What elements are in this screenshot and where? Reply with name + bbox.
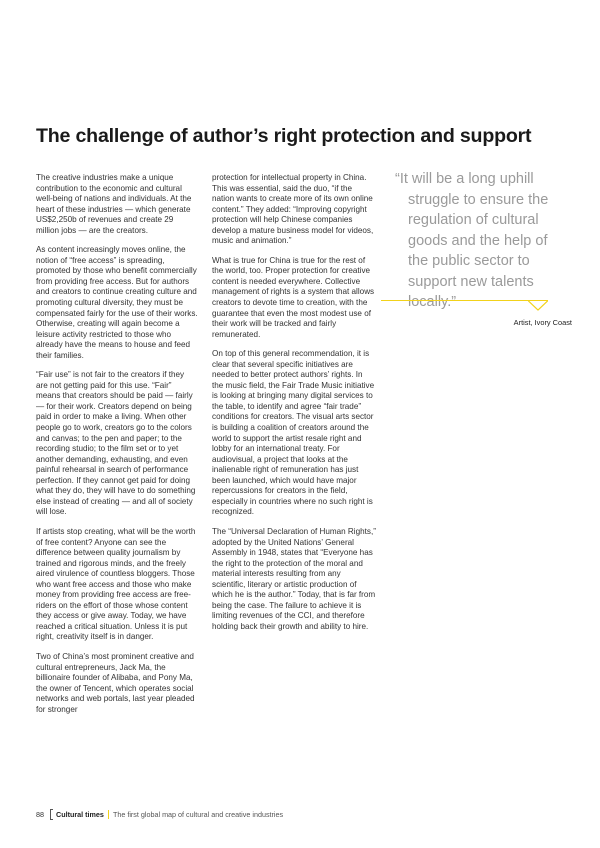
paragraph: “Fair use” is not fair to the creators if they are not getting paid for this use. “Fair” means that creators should be paid — fairly — for their work. Creators depend on being paid in order to make a living. When other people go to work, creators go to the colors and canvas; to the pen and paper; to the recording studio; to the film set or to yet another demanding, exhausting, and even painful rehearsal in search of performance perfection. If they cannot get paid for doing what they do, they will have to do something else instead of creating — and all of society will lose. [36, 370, 196, 517]
quote-line: “It will be a long uphill [395, 171, 534, 187]
paragraph: The creative industries make a unique contribution to the economic and cultural well-being of nations and individuals. At the heart of these industries — which generate US$2,250b of revenues and create 29 million jobs — are the creators. [36, 173, 192, 235]
quote-line: struggle to ensure the [408, 191, 549, 208]
quote-attribution: Artist, Ivory Coast [513, 318, 572, 327]
speech-pointer-icon [528, 300, 548, 320]
body-column-left [36, 173, 198, 724]
footer-separator [108, 810, 109, 819]
paragraph: protection for intellectual property in China. This was essential, said the duo, “if the nation wants to create more of its own online content.” They added: “Improving copyright protection will help Chinese companies develop a mature business model for videos, music and animation.” [212, 173, 374, 246]
paragraph: On top of this general recommendation, it is clear that several specific initiatives are needed to better protect authors’ rights. In the music field, the Fair Trade Music initiative is looking at bringing many digital services to the table, to identify and agree “fair trade” conditions for creators. The visual arts sector is building a coalition of creators around the world to support the artist resale right and lobby for an international treaty. For audiovisual, a project that looks at the inalienable right of remuneration has just been launched, which would have major repercussions for creators in the field, especially in countries where no such right is recognized. [212, 349, 375, 517]
quote-line: the public sector to [408, 253, 530, 269]
page-number: 88 [36, 810, 44, 819]
quote-divider [381, 300, 548, 301]
publication-subtitle: The first global map of cultural and creative industries [112, 810, 284, 819]
quote-line: goods and the help of [408, 232, 548, 249]
bracket-icon [50, 809, 53, 820]
paragraph: Two of China’s most prominent creative and cultural entrepreneurs, Jack Ma, the billionaire founder of Alibaba, and Pony Ma, the owner of Tencent, which operates social networks and web portals, last year pleaded for stronger [36, 651, 195, 714]
pull-quote [395, 169, 570, 313]
paragraph: The “Universal Declaration of Human Rights,” adopted by the United Nations’ General Assembly in 1948, states that “Everyone has the right to the protection of the moral and material interests resulting from any scientific, literary or artistic production of which he is the author.” Today, that is far from being the case. The failure to achieve it is limiting revenues of the CCI, and therefore holding back their growth and ability to hire. [212, 526, 376, 631]
quote-line: regulation of cultural [408, 212, 539, 228]
paragraph: What is true for China is true for the rest of the world, too. Proper protection for creative content is needed everywhere. Collective management of rights is a system that allows creators to devote time to creation, with the guarantee that even the most modest use of their work will be tracked and fairly remunerated. [212, 255, 375, 339]
page-footer [36, 809, 283, 820]
paragraph: As content increasingly moves online, the notion of “free access” is spreading, promoted by those who benefit commercially from providing free access. But for authors and creators to continue creating culture and promoting cultural diversity, they must be compensated fairly for the use of their works. Otherwise, creating will again become a leisure activity restricted to those who already have the means to house and feed their families. [36, 245, 198, 360]
quote-line: locally.” [408, 294, 457, 310]
quote-line: support new talents [408, 273, 534, 290]
publication-title: Cultural times [56, 810, 104, 819]
paragraph: If artists stop creating, what will be the worth of free content? Anyone can see the difference between quality journalism by trained and rigorous minds, and the freely aired virulence of countless bloggers. Those who want free access and those who make money from providing free access are free-riders on the effort of those whose content they access or give away. Today, we have reached a critical situation. Unless it is put right, creativity itself is in danger. [36, 526, 196, 642]
body-column-middle [212, 173, 376, 641]
speech-pointer-shape [528, 300, 548, 320]
page-title: The challenge of author’s right protection and support [36, 125, 532, 147]
